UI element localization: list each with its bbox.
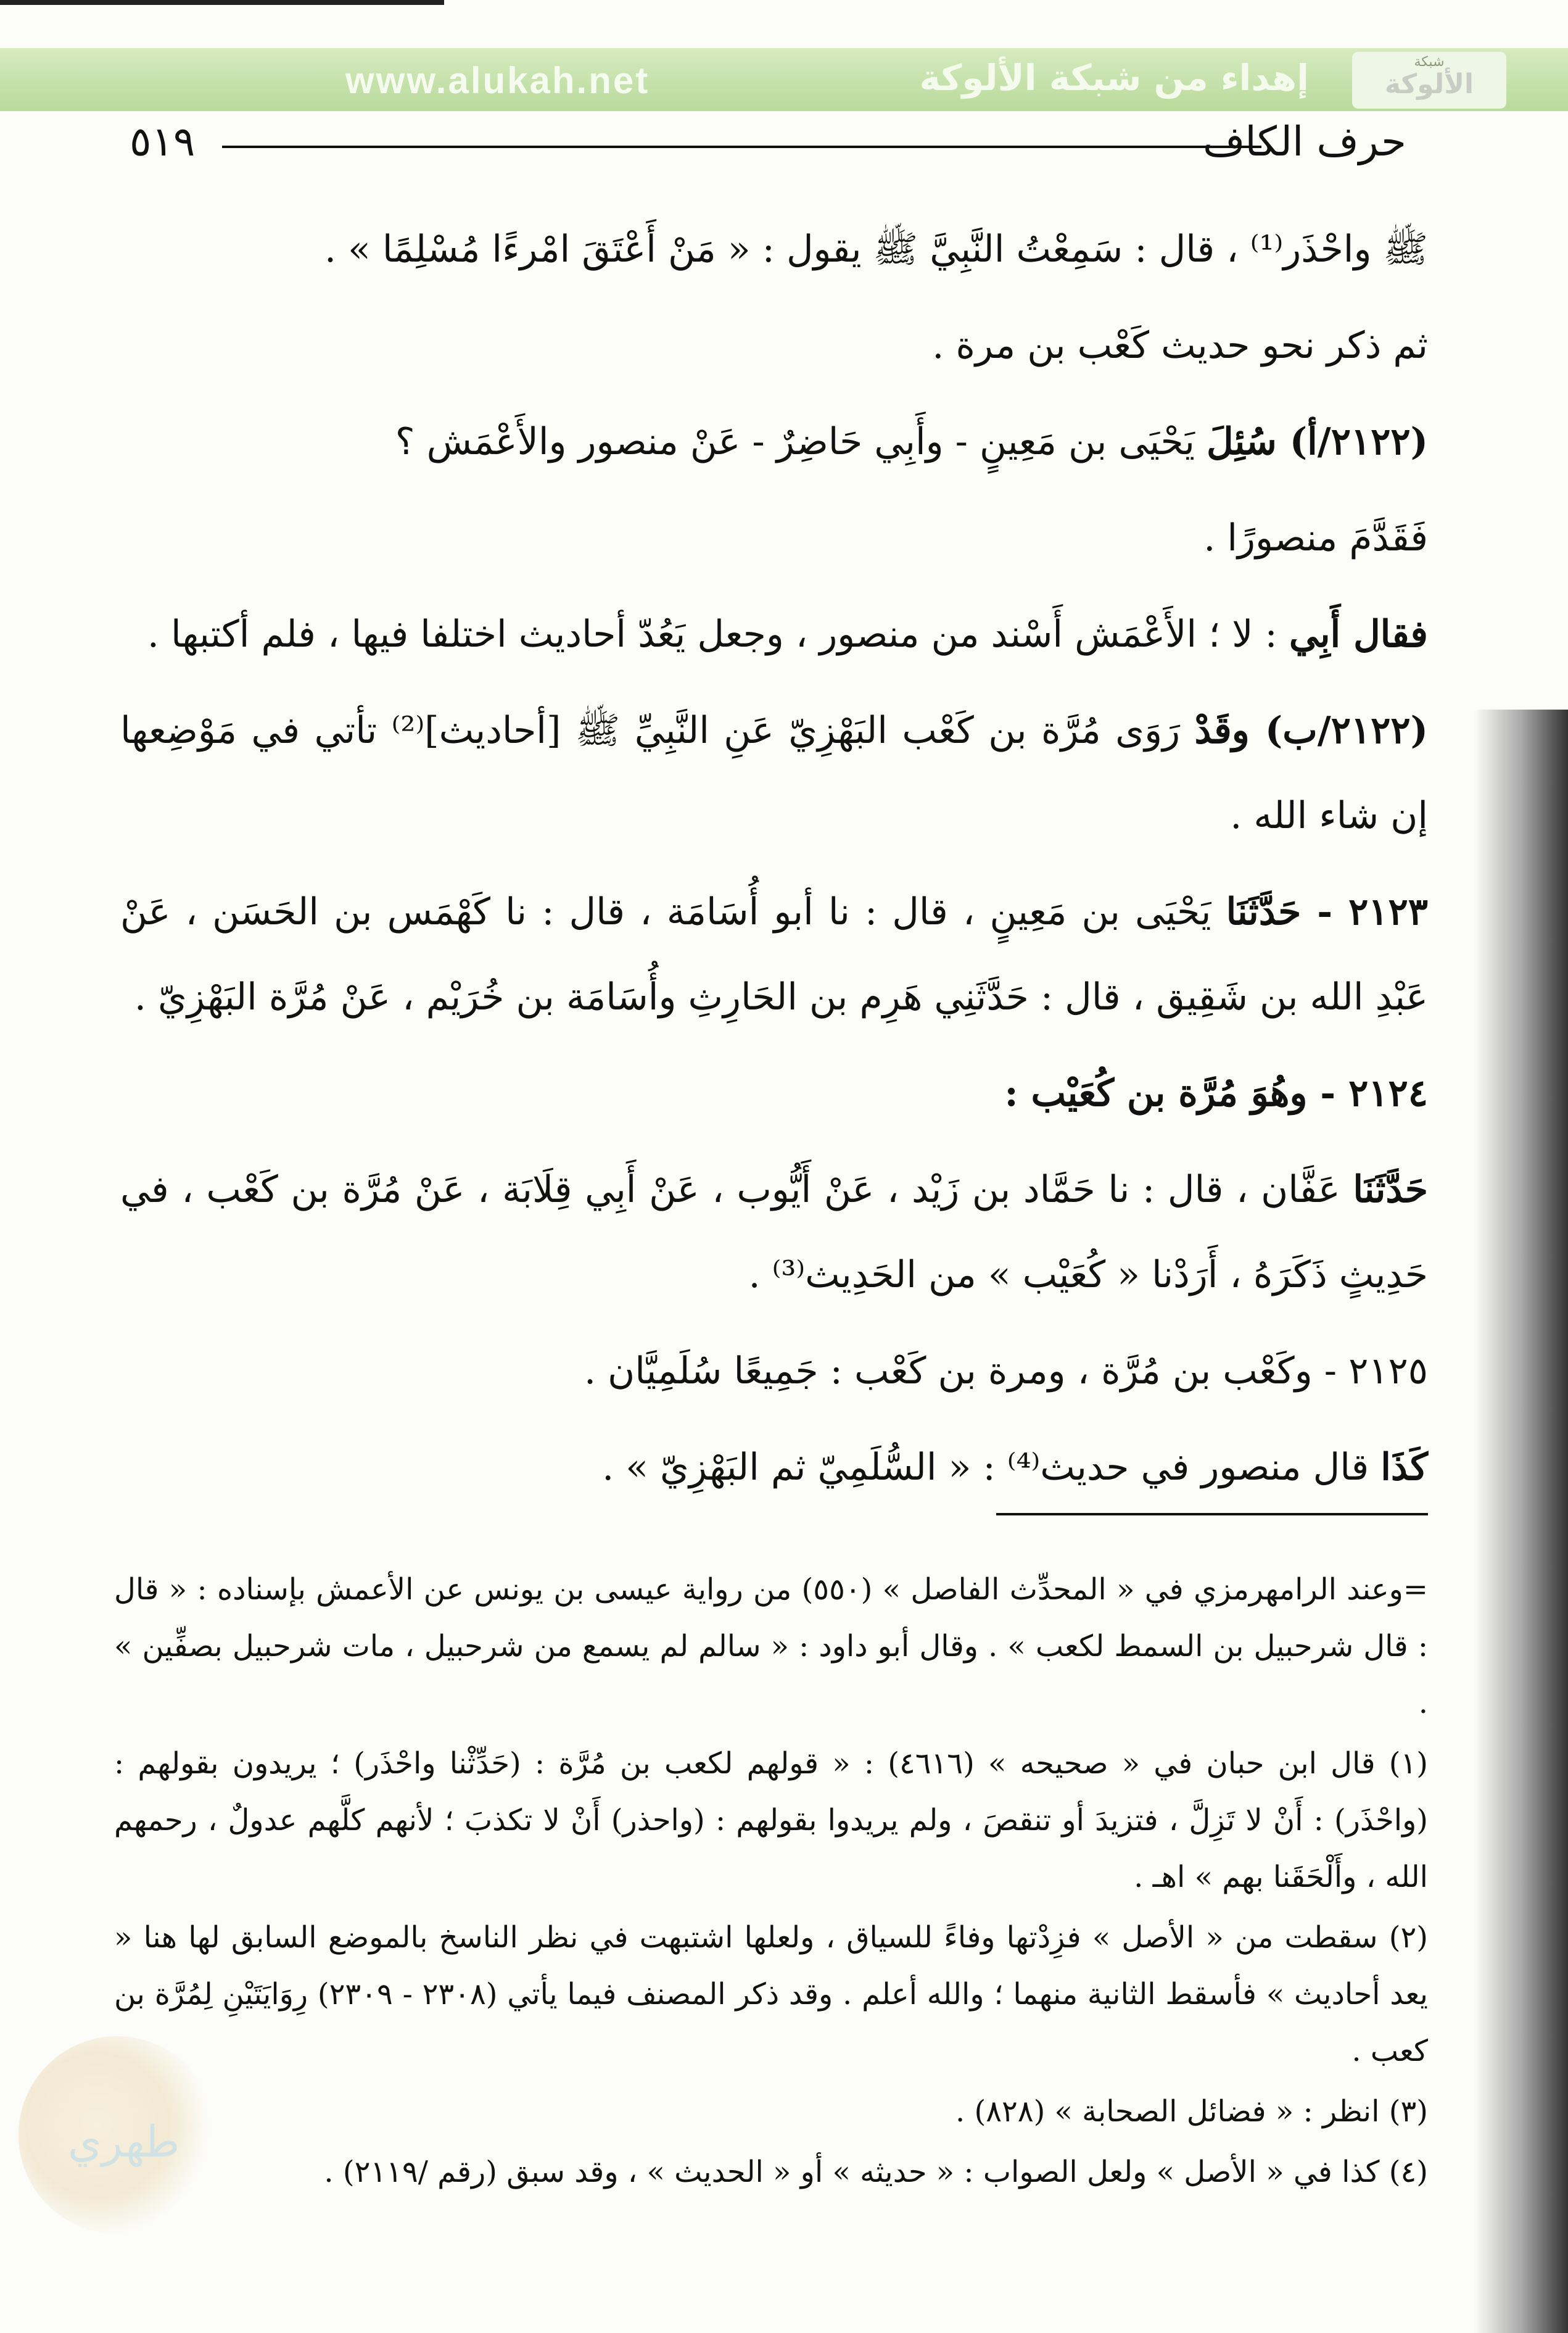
- entry-heading: ٢١٢٣ - حَدَّثَنَا: [1226, 890, 1428, 934]
- paragraph-2: ثم ذكر نحو حديث كَعْب بن مرة .: [932, 324, 1428, 367]
- footnote-3: (٣) انظر : « فضائل الصحابة » (٨٢٨) .: [955, 2094, 1428, 2129]
- watermark-text: طهري: [68, 2116, 180, 2167]
- entry-heading: (٢١٢٢/أ) سُئِلَ: [1207, 420, 1428, 463]
- banner-gift-text: إهداء من شبكة الألوكة: [919, 57, 1309, 99]
- paragraph-11: [120, 1425, 1428, 1510]
- paragraph-8: ٢١٢٤ - وهُوَ مُرَّة بن كُعَيْب :: [1004, 1072, 1428, 1115]
- paragraph-6: [120, 688, 1428, 858]
- entry-text: يَحْيَى بن مَعِينٍ - وأَبِي حَاضِرٌ - عَنْ منصور والأَعْمَش ؟: [395, 420, 1207, 463]
- page-number: ٥١٩: [130, 118, 196, 165]
- entry-text: يَحْيَى بن مَعِينٍ ، قال : نا أبو أُسَامَة ، قال : نا كَهْمَس بن الحَسَن ، عَنْ عَبْدِ الله بن شَقِيق ، قال : حَدَّثَنِي هَرِم بن الحَارِثِ وأُسَامَة بن خُرَيْم ، عَنْ مُرَّة البَهْزِيّ .: [120, 890, 1428, 1019]
- header-rule: [222, 146, 1261, 148]
- alukah-logo: [1352, 52, 1506, 109]
- paragraph-7: [120, 869, 1428, 1040]
- top-rule: [0, 0, 444, 5]
- footnote-1: (١) قال ابن حبان في « صحيحه » (٤٦١٦) : « قولهم لكعب بن مُرَّة : (حَدِّثْنا واحْذَر) ؛ يريدون بقولهم : (واحْذَر) : أَنْ لا تَزِلَّ ، فتزيدَ أو تنقصَ ، ولم يريدوا بقولهم : (واحذر) أَنْ لا تكذبَ ؛ لأنهم كلَّهم عدولٌ ، رحمهم الله ، وأَلْحَقَنا بهم » اهـ .: [114, 1746, 1429, 1894]
- footnote-2: (٢) سقطت من « الأصل » فزِدْتها وفاءً للسياق ، ولعلها اشتبهت في نظر الناسخ بالموضع السابق لها هنا « يعد أحاديث » فأسقط الثانية منهما ؛ والله أعلم . وقد ذكر المصنف فيما يأتي (٢٣٠٨ - ٢٣٠٩) رِوَايَتَيْنِ لِمُرَّة بن كعب .: [114, 1920, 1429, 2068]
- paragraph-1: ﷺ واحْذَر⁽¹⁾ ، قال : سَمِعْتُ النَّبِيَّ ﷺ يقول : « مَنْ أَعْتَقَ امْرءًا مُسْلِمًا » .: [324, 228, 1428, 271]
- footnote-4: (٤) كذا في « الأصل » ولعل الصواب : « حديثه » أو « الحديث » ، وقد سبق (رقم /٢١١٩) .: [324, 2155, 1428, 2189]
- page-edge-shadow: [1474, 710, 1568, 2333]
- page-header: [130, 117, 1406, 167]
- main-text: [120, 207, 1428, 1521]
- paragraph-9: [120, 1147, 1428, 1317]
- entry-text: قال منصور في حديث⁽⁴⁾ : « السُّلَمِيّ ثم البَهْزِيّ » .: [602, 1446, 1381, 1489]
- chapter-title: حرف الكاف: [1202, 118, 1406, 165]
- banner-url[interactable]: www.alukah.net: [345, 60, 650, 101]
- footnote-continued: =وعند الرامهرمزي في « المحدِّث الفاصل » (٥٥٠) من رواية عيسى بن يونس عن الأعمش بإسناده : « قال : قال شرحبيل بن السمط لكعب » . وقال أبو داود : « سالم لم يسمع من شرحبيل ، مات شرحبيل بصفِّين » .: [114, 1572, 1429, 1720]
- logo-small-text: شبكة: [1414, 54, 1445, 70]
- entry-heading: (٢١٢٢/ب) وقَدْ: [1194, 709, 1428, 752]
- entry-heading: حَدَّثَنَا: [1353, 1168, 1428, 1211]
- footnote-rule: [996, 1513, 1428, 1515]
- alukah-banner: [0, 48, 1568, 111]
- entry-text: عَفَّان ، قال : نا حَمَّاد بن زَيْد ، عَنْ أَيُّوب ، عَنْ أَبِي قِلَابَة ، عَنْ مُرَّة بن كَعْب ، في حَدِيثٍ ذَكَرَهُ ، أَرَدْنا « كُعَيْب » من الحَدِيث⁽³⁾ .: [120, 1168, 1428, 1296]
- paragraph-10: ٢١٢٥ - وكَعْب بن مُرَّة ، ومرة بن كَعْب : جَمِيعًا سُلَمِيَّان .: [584, 1349, 1428, 1393]
- footnotes: [114, 1561, 1428, 2204]
- entry-text: رَوَى مُرَّة بن كَعْب البَهْزِيّ عَنِ النَّبِيِّ ﷺ [أحاديث]⁽²⁾ تأتي في مَوْضِعها إن شاء الله .: [120, 709, 1428, 837]
- logo-main-text: الألوكة: [1384, 68, 1474, 100]
- paragraph-4: فَقَدَّمَ منصورًا .: [1203, 516, 1428, 560]
- paragraph-5: [120, 592, 1428, 677]
- paragraph-3: [120, 399, 1428, 484]
- entry-heading: فقال أَبِي: [1289, 613, 1428, 656]
- watermark-logo: [19, 2036, 216, 2234]
- entry-heading: كَذَا: [1380, 1446, 1428, 1489]
- entry-text: : لا ؛ الأَعْمَش أَسْند من منصور ، وجعل يَعُدّ أحاديث اختلفا فيها ، فلم أكتبها .: [147, 613, 1289, 656]
